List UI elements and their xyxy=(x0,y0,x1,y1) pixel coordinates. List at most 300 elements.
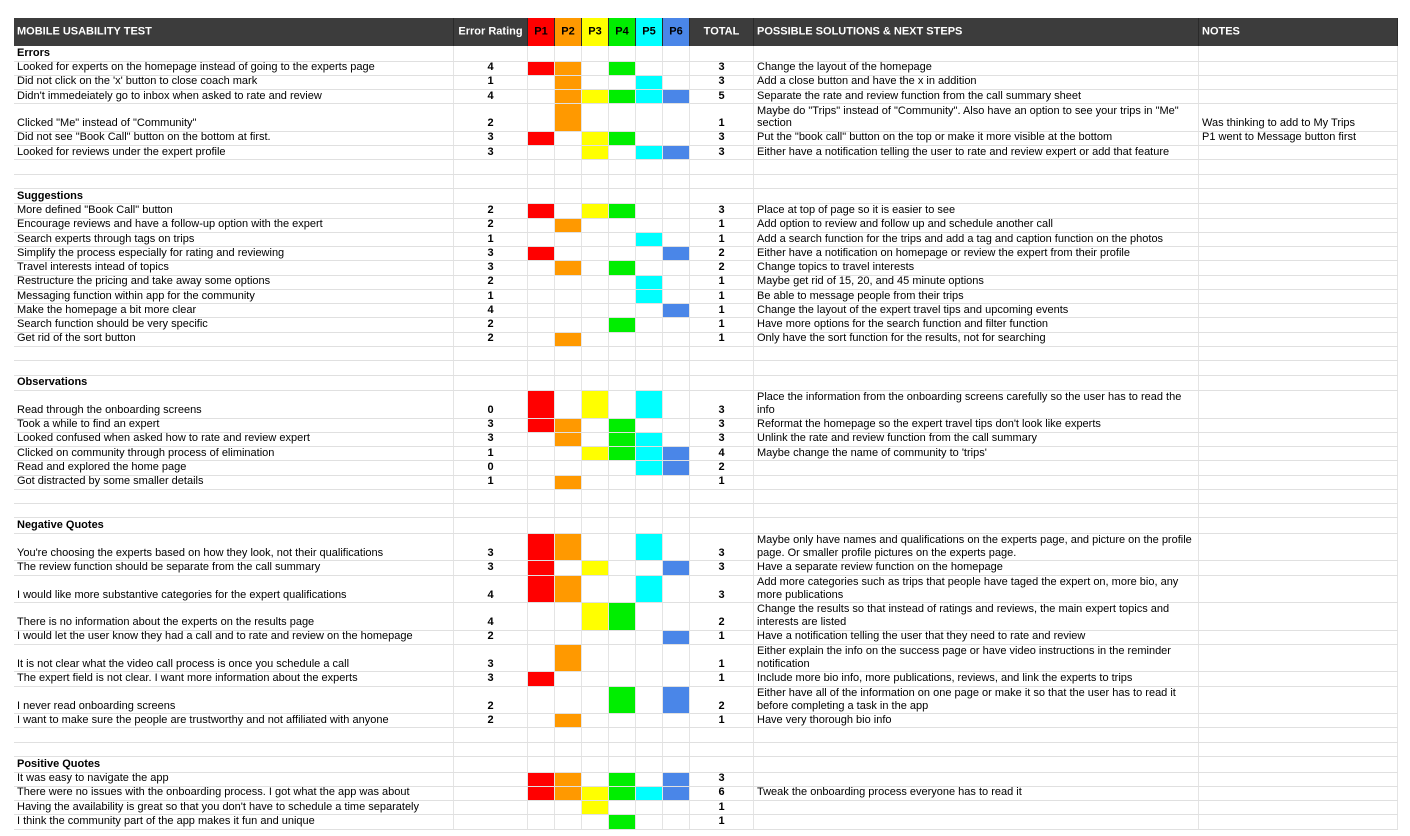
participant-p4-cell[interactable] xyxy=(609,276,636,289)
participant-p6-cell[interactable] xyxy=(663,787,690,800)
error-rating-cell[interactable] xyxy=(454,687,528,714)
total-cell[interactable] xyxy=(690,603,754,630)
total-cell[interactable] xyxy=(690,534,754,561)
notes-cell[interactable] xyxy=(1199,175,1398,188)
solution-cell[interactable] xyxy=(754,290,1199,303)
participant-p3-cell[interactable] xyxy=(582,490,609,503)
notes-cell[interactable] xyxy=(1199,561,1398,574)
participant-p4-cell[interactable] xyxy=(609,672,636,685)
participant-p2-cell[interactable] xyxy=(555,518,582,533)
participant-p5-cell[interactable] xyxy=(636,603,663,630)
total-cell[interactable] xyxy=(690,247,754,260)
participant-p2-cell[interactable] xyxy=(555,687,582,714)
participant-p4-cell[interactable] xyxy=(609,376,636,391)
participant-p1-cell[interactable] xyxy=(528,576,555,603)
error-rating-cell[interactable] xyxy=(454,645,528,672)
notes-cell[interactable] xyxy=(1199,104,1398,131)
error-rating-cell[interactable] xyxy=(454,631,528,644)
participant-p6-cell[interactable] xyxy=(663,534,690,561)
solution-cell[interactable] xyxy=(754,233,1199,246)
notes-cell[interactable] xyxy=(1199,714,1398,727)
participant-p6-cell[interactable] xyxy=(663,461,690,474)
participant-p4-cell[interactable] xyxy=(609,490,636,503)
error-rating-cell[interactable] xyxy=(454,204,528,217)
notes-cell[interactable] xyxy=(1199,247,1398,260)
participant-p3-cell[interactable] xyxy=(582,104,609,131)
error-rating-cell[interactable] xyxy=(454,189,528,204)
participant-p6-cell[interactable] xyxy=(663,672,690,685)
participant-p5-cell[interactable] xyxy=(636,76,663,89)
participant-p3-cell[interactable] xyxy=(582,376,609,391)
total-cell[interactable] xyxy=(690,318,754,331)
participant-p3-cell[interactable] xyxy=(582,247,609,260)
solution-cell[interactable] xyxy=(754,175,1199,188)
observation-cell[interactable] xyxy=(14,189,454,204)
participant-p5-cell[interactable] xyxy=(636,376,663,391)
solution-cell[interactable] xyxy=(754,276,1199,289)
participant-p3-cell[interactable] xyxy=(582,743,609,756)
observation-cell[interactable] xyxy=(14,391,454,418)
participant-p6-cell[interactable] xyxy=(663,175,690,188)
participant-p2-cell[interactable] xyxy=(555,534,582,561)
observation-cell[interactable] xyxy=(14,518,454,533)
participant-p2-cell[interactable] xyxy=(555,757,582,772)
participant-p2-cell[interactable] xyxy=(555,376,582,391)
participant-p5-cell[interactable] xyxy=(636,261,663,274)
observation-cell[interactable] xyxy=(14,773,454,786)
participant-p5-cell[interactable] xyxy=(636,347,663,360)
error-rating-cell[interactable] xyxy=(454,447,528,460)
participant-p4-cell[interactable] xyxy=(609,318,636,331)
total-cell[interactable] xyxy=(690,447,754,460)
total-cell[interactable] xyxy=(690,561,754,574)
participant-p4-cell[interactable] xyxy=(609,815,636,828)
solution-cell[interactable] xyxy=(754,304,1199,317)
participant-p1-cell[interactable] xyxy=(528,787,555,800)
participant-p4-cell[interactable] xyxy=(609,219,636,232)
solution-cell[interactable] xyxy=(754,518,1199,533)
participant-p1-cell[interactable] xyxy=(528,219,555,232)
participant-p5-cell[interactable] xyxy=(636,46,663,61)
error-rating-cell[interactable] xyxy=(454,233,528,246)
notes-cell[interactable] xyxy=(1199,801,1398,814)
total-cell[interactable] xyxy=(690,290,754,303)
participant-p5-cell[interactable] xyxy=(636,518,663,533)
observation-cell[interactable] xyxy=(14,447,454,460)
participant-p2-cell[interactable] xyxy=(555,90,582,103)
participant-p3-cell[interactable] xyxy=(582,62,609,75)
participant-p3-cell[interactable] xyxy=(582,175,609,188)
participant-p2-cell[interactable] xyxy=(555,261,582,274)
solution-cell[interactable] xyxy=(754,773,1199,786)
participant-p3-cell[interactable] xyxy=(582,757,609,772)
total-cell[interactable] xyxy=(690,146,754,159)
solution-cell[interactable] xyxy=(754,447,1199,460)
observation-cell[interactable] xyxy=(14,261,454,274)
total-cell[interactable] xyxy=(690,815,754,828)
header-p2-cell[interactable] xyxy=(555,18,582,46)
participant-p2-cell[interactable] xyxy=(555,447,582,460)
participant-p5-cell[interactable] xyxy=(636,490,663,503)
participant-p3-cell[interactable] xyxy=(582,672,609,685)
participant-p4-cell[interactable] xyxy=(609,132,636,145)
participant-p2-cell[interactable] xyxy=(555,76,582,89)
notes-cell[interactable] xyxy=(1199,318,1398,331)
header-title-cell[interactable] xyxy=(14,18,454,46)
participant-p5-cell[interactable] xyxy=(636,461,663,474)
notes-cell[interactable] xyxy=(1199,576,1398,603)
participant-p5-cell[interactable] xyxy=(636,304,663,317)
observation-cell[interactable] xyxy=(14,247,454,260)
participant-p6-cell[interactable] xyxy=(663,603,690,630)
total-cell[interactable] xyxy=(690,347,754,360)
solution-cell[interactable] xyxy=(754,146,1199,159)
participant-p1-cell[interactable] xyxy=(528,304,555,317)
participant-p5-cell[interactable] xyxy=(636,787,663,800)
participant-p6-cell[interactable] xyxy=(663,645,690,672)
total-cell[interactable] xyxy=(690,376,754,391)
participant-p6-cell[interactable] xyxy=(663,347,690,360)
participant-p4-cell[interactable] xyxy=(609,476,636,489)
participant-p3-cell[interactable] xyxy=(582,304,609,317)
solution-cell[interactable] xyxy=(754,219,1199,232)
total-cell[interactable] xyxy=(690,333,754,346)
participant-p1-cell[interactable] xyxy=(528,233,555,246)
observation-cell[interactable] xyxy=(14,376,454,391)
participant-p4-cell[interactable] xyxy=(609,576,636,603)
participant-p1-cell[interactable] xyxy=(528,603,555,630)
participant-p3-cell[interactable] xyxy=(582,290,609,303)
participant-p6-cell[interactable] xyxy=(663,476,690,489)
error-rating-cell[interactable] xyxy=(454,714,528,727)
participant-p1-cell[interactable] xyxy=(528,534,555,561)
error-rating-cell[interactable] xyxy=(454,132,528,145)
participant-p3-cell[interactable] xyxy=(582,815,609,828)
solution-cell[interactable] xyxy=(754,160,1199,173)
observation-cell[interactable] xyxy=(14,361,454,374)
participant-p3-cell[interactable] xyxy=(582,714,609,727)
participant-p1-cell[interactable] xyxy=(528,76,555,89)
participant-p4-cell[interactable] xyxy=(609,146,636,159)
participant-p2-cell[interactable] xyxy=(555,304,582,317)
participant-p2-cell[interactable] xyxy=(555,189,582,204)
header-p3-cell[interactable] xyxy=(582,18,609,46)
participant-p1-cell[interactable] xyxy=(528,376,555,391)
participant-p3-cell[interactable] xyxy=(582,728,609,741)
total-cell[interactable] xyxy=(690,233,754,246)
solution-cell[interactable] xyxy=(754,534,1199,561)
participant-p3-cell[interactable] xyxy=(582,189,609,204)
participant-p4-cell[interactable] xyxy=(609,90,636,103)
participant-p5-cell[interactable] xyxy=(636,645,663,672)
total-cell[interactable] xyxy=(690,391,754,418)
participant-p6-cell[interactable] xyxy=(663,104,690,131)
participant-p2-cell[interactable] xyxy=(555,391,582,418)
participant-p4-cell[interactable] xyxy=(609,773,636,786)
error-rating-cell[interactable] xyxy=(454,76,528,89)
participant-p6-cell[interactable] xyxy=(663,518,690,533)
participant-p5-cell[interactable] xyxy=(636,160,663,173)
notes-cell[interactable] xyxy=(1199,815,1398,828)
participant-p5-cell[interactable] xyxy=(636,561,663,574)
participant-p1-cell[interactable] xyxy=(528,561,555,574)
total-cell[interactable] xyxy=(690,160,754,173)
participant-p3-cell[interactable] xyxy=(582,461,609,474)
total-cell[interactable] xyxy=(690,204,754,217)
notes-cell[interactable] xyxy=(1199,476,1398,489)
observation-cell[interactable] xyxy=(14,104,454,131)
participant-p1-cell[interactable] xyxy=(528,146,555,159)
participant-p2-cell[interactable] xyxy=(555,476,582,489)
solution-cell[interactable] xyxy=(754,561,1199,574)
total-cell[interactable] xyxy=(690,261,754,274)
participant-p5-cell[interactable] xyxy=(636,276,663,289)
participant-p2-cell[interactable] xyxy=(555,132,582,145)
total-cell[interactable] xyxy=(690,461,754,474)
notes-cell[interactable] xyxy=(1199,46,1398,61)
observation-cell[interactable] xyxy=(14,146,454,159)
participant-p4-cell[interactable] xyxy=(609,62,636,75)
participant-p3-cell[interactable] xyxy=(582,146,609,159)
solution-cell[interactable] xyxy=(754,476,1199,489)
notes-cell[interactable] xyxy=(1199,160,1398,173)
participant-p5-cell[interactable] xyxy=(636,204,663,217)
observation-cell[interactable] xyxy=(14,62,454,75)
error-rating-cell[interactable] xyxy=(454,801,528,814)
participant-p1-cell[interactable] xyxy=(528,62,555,75)
participant-p1-cell[interactable] xyxy=(528,391,555,418)
participant-p1-cell[interactable] xyxy=(528,175,555,188)
solution-cell[interactable] xyxy=(754,318,1199,331)
observation-cell[interactable] xyxy=(14,576,454,603)
observation-cell[interactable] xyxy=(14,347,454,360)
notes-cell[interactable] xyxy=(1199,518,1398,533)
participant-p1-cell[interactable] xyxy=(528,132,555,145)
total-cell[interactable] xyxy=(690,361,754,374)
participant-p1-cell[interactable] xyxy=(528,261,555,274)
participant-p2-cell[interactable] xyxy=(555,419,582,432)
participant-p3-cell[interactable] xyxy=(582,276,609,289)
participant-p5-cell[interactable] xyxy=(636,743,663,756)
participant-p2-cell[interactable] xyxy=(555,576,582,603)
solution-cell[interactable] xyxy=(754,333,1199,346)
observation-cell[interactable] xyxy=(14,801,454,814)
error-rating-cell[interactable] xyxy=(454,757,528,772)
participant-p2-cell[interactable] xyxy=(555,631,582,644)
participant-p3-cell[interactable] xyxy=(582,160,609,173)
observation-cell[interactable] xyxy=(14,276,454,289)
error-rating-cell[interactable] xyxy=(454,276,528,289)
notes-cell[interactable] xyxy=(1199,728,1398,741)
participant-p1-cell[interactable] xyxy=(528,687,555,714)
participant-p3-cell[interactable] xyxy=(582,419,609,432)
participant-p4-cell[interactable] xyxy=(609,561,636,574)
participant-p3-cell[interactable] xyxy=(582,46,609,61)
participant-p2-cell[interactable] xyxy=(555,773,582,786)
participant-p5-cell[interactable] xyxy=(636,419,663,432)
solution-cell[interactable] xyxy=(754,645,1199,672)
notes-cell[interactable] xyxy=(1199,687,1398,714)
header-p6-cell[interactable] xyxy=(663,18,690,46)
participant-p3-cell[interactable] xyxy=(582,645,609,672)
participant-p2-cell[interactable] xyxy=(555,333,582,346)
notes-cell[interactable] xyxy=(1199,233,1398,246)
header-error-rating-cell[interactable] xyxy=(454,18,528,46)
observation-cell[interactable] xyxy=(14,687,454,714)
participant-p4-cell[interactable] xyxy=(609,787,636,800)
observation-cell[interactable] xyxy=(14,219,454,232)
participant-p4-cell[interactable] xyxy=(609,534,636,561)
participant-p6-cell[interactable] xyxy=(663,490,690,503)
participant-p2-cell[interactable] xyxy=(555,787,582,800)
participant-p1-cell[interactable] xyxy=(528,743,555,756)
participant-p2-cell[interactable] xyxy=(555,233,582,246)
participant-p4-cell[interactable] xyxy=(609,631,636,644)
participant-p6-cell[interactable] xyxy=(663,561,690,574)
observation-cell[interactable] xyxy=(14,204,454,217)
participant-p2-cell[interactable] xyxy=(555,504,582,517)
participant-p6-cell[interactable] xyxy=(663,76,690,89)
solution-cell[interactable] xyxy=(754,132,1199,145)
error-rating-cell[interactable] xyxy=(454,62,528,75)
participant-p6-cell[interactable] xyxy=(663,801,690,814)
participant-p2-cell[interactable] xyxy=(555,490,582,503)
notes-cell[interactable] xyxy=(1199,376,1398,391)
participant-p3-cell[interactable] xyxy=(582,391,609,418)
participant-p4-cell[interactable] xyxy=(609,419,636,432)
solution-cell[interactable] xyxy=(754,672,1199,685)
solution-cell[interactable] xyxy=(754,757,1199,772)
participant-p3-cell[interactable] xyxy=(582,333,609,346)
notes-cell[interactable] xyxy=(1199,534,1398,561)
observation-cell[interactable] xyxy=(14,815,454,828)
participant-p1-cell[interactable] xyxy=(528,801,555,814)
solution-cell[interactable] xyxy=(754,504,1199,517)
notes-cell[interactable] xyxy=(1199,76,1398,89)
error-rating-cell[interactable] xyxy=(454,290,528,303)
observation-cell[interactable] xyxy=(14,714,454,727)
participant-p3-cell[interactable] xyxy=(582,132,609,145)
participant-p1-cell[interactable] xyxy=(528,189,555,204)
notes-cell[interactable] xyxy=(1199,645,1398,672)
error-rating-cell[interactable] xyxy=(454,261,528,274)
participant-p2-cell[interactable] xyxy=(555,361,582,374)
error-rating-cell[interactable] xyxy=(454,247,528,260)
total-cell[interactable] xyxy=(690,304,754,317)
participant-p2-cell[interactable] xyxy=(555,603,582,630)
solution-cell[interactable] xyxy=(754,46,1199,61)
participant-p5-cell[interactable] xyxy=(636,672,663,685)
solution-cell[interactable] xyxy=(754,687,1199,714)
total-cell[interactable] xyxy=(690,728,754,741)
observation-cell[interactable] xyxy=(14,304,454,317)
notes-cell[interactable] xyxy=(1199,189,1398,204)
participant-p6-cell[interactable] xyxy=(663,743,690,756)
participant-p1-cell[interactable] xyxy=(528,672,555,685)
participant-p4-cell[interactable] xyxy=(609,461,636,474)
observation-cell[interactable] xyxy=(14,645,454,672)
total-cell[interactable] xyxy=(690,76,754,89)
notes-cell[interactable] xyxy=(1199,90,1398,103)
participant-p1-cell[interactable] xyxy=(528,714,555,727)
participant-p6-cell[interactable] xyxy=(663,419,690,432)
error-rating-cell[interactable] xyxy=(454,576,528,603)
participant-p1-cell[interactable] xyxy=(528,447,555,460)
observation-cell[interactable] xyxy=(14,419,454,432)
participant-p4-cell[interactable] xyxy=(609,46,636,61)
participant-p6-cell[interactable] xyxy=(663,146,690,159)
participant-p1-cell[interactable] xyxy=(528,476,555,489)
total-cell[interactable] xyxy=(690,276,754,289)
participant-p5-cell[interactable] xyxy=(636,476,663,489)
participant-p4-cell[interactable] xyxy=(609,603,636,630)
notes-cell[interactable] xyxy=(1199,62,1398,75)
header-notes-cell[interactable] xyxy=(1199,18,1398,46)
participant-p6-cell[interactable] xyxy=(663,376,690,391)
participant-p2-cell[interactable] xyxy=(555,175,582,188)
solution-cell[interactable] xyxy=(754,743,1199,756)
observation-cell[interactable] xyxy=(14,233,454,246)
participant-p3-cell[interactable] xyxy=(582,347,609,360)
observation-cell[interactable] xyxy=(14,787,454,800)
participant-p3-cell[interactable] xyxy=(582,204,609,217)
participant-p5-cell[interactable] xyxy=(636,714,663,727)
participant-p1-cell[interactable] xyxy=(528,361,555,374)
participant-p4-cell[interactable] xyxy=(609,361,636,374)
participant-p5-cell[interactable] xyxy=(636,631,663,644)
participant-p2-cell[interactable] xyxy=(555,347,582,360)
total-cell[interactable] xyxy=(690,175,754,188)
participant-p6-cell[interactable] xyxy=(663,160,690,173)
participant-p5-cell[interactable] xyxy=(636,773,663,786)
participant-p4-cell[interactable] xyxy=(609,347,636,360)
total-cell[interactable] xyxy=(690,476,754,489)
observation-cell[interactable] xyxy=(14,728,454,741)
participant-p5-cell[interactable] xyxy=(636,189,663,204)
solution-cell[interactable] xyxy=(754,576,1199,603)
error-rating-cell[interactable] xyxy=(454,672,528,685)
participant-p6-cell[interactable] xyxy=(663,62,690,75)
solution-cell[interactable] xyxy=(754,728,1199,741)
participant-p6-cell[interactable] xyxy=(663,631,690,644)
error-rating-cell[interactable] xyxy=(454,175,528,188)
participant-p5-cell[interactable] xyxy=(636,534,663,561)
error-rating-cell[interactable] xyxy=(454,46,528,61)
participant-p2-cell[interactable] xyxy=(555,290,582,303)
total-cell[interactable] xyxy=(690,801,754,814)
notes-cell[interactable] xyxy=(1199,347,1398,360)
solution-cell[interactable] xyxy=(754,376,1199,391)
error-rating-cell[interactable] xyxy=(454,304,528,317)
participant-p2-cell[interactable] xyxy=(555,561,582,574)
observation-cell[interactable] xyxy=(14,461,454,474)
total-cell[interactable] xyxy=(690,46,754,61)
participant-p1-cell[interactable] xyxy=(528,204,555,217)
participant-p2-cell[interactable] xyxy=(555,276,582,289)
solution-cell[interactable] xyxy=(754,461,1199,474)
participant-p5-cell[interactable] xyxy=(636,219,663,232)
participant-p6-cell[interactable] xyxy=(663,815,690,828)
total-cell[interactable] xyxy=(690,219,754,232)
participant-p3-cell[interactable] xyxy=(582,631,609,644)
participant-p6-cell[interactable] xyxy=(663,447,690,460)
participant-p6-cell[interactable] xyxy=(663,189,690,204)
error-rating-cell[interactable] xyxy=(454,815,528,828)
participant-p5-cell[interactable] xyxy=(636,757,663,772)
participant-p3-cell[interactable] xyxy=(582,504,609,517)
observation-cell[interactable] xyxy=(14,476,454,489)
participant-p1-cell[interactable] xyxy=(528,46,555,61)
